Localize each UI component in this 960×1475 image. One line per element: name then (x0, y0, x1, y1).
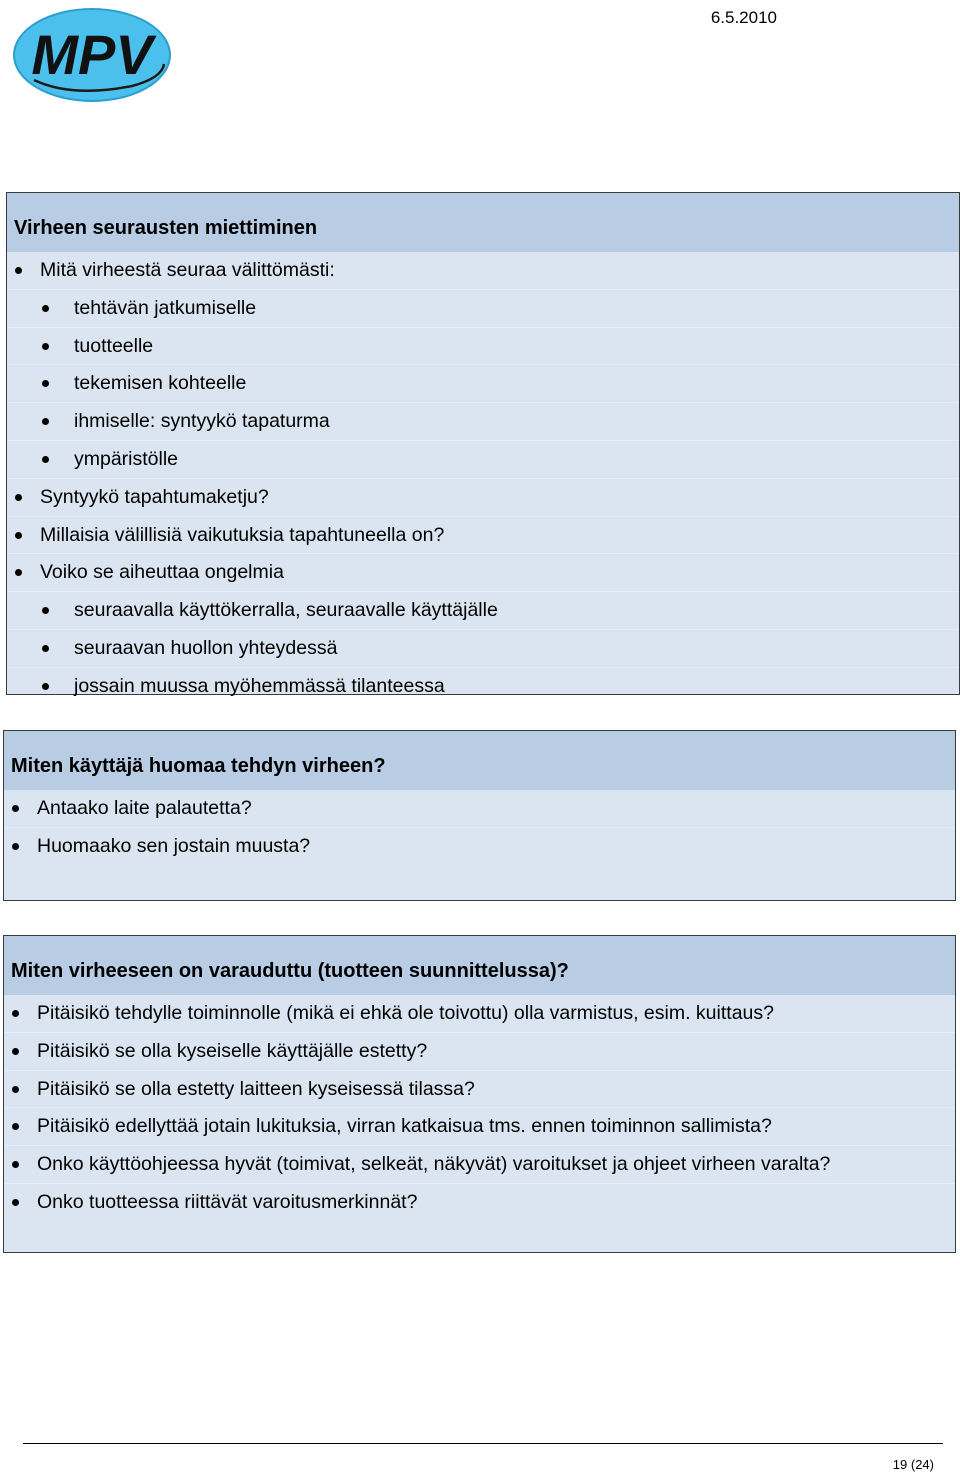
list-item (7, 667, 959, 705)
list-item-text: Onko käyttöohjeessa hyvät (toimivat, selkeät, näkyvät) varoitukset ja ohjeet virheen varalta? (37, 1153, 831, 1176)
bullet-icon (12, 1123, 19, 1130)
list-item (7, 327, 959, 365)
list-item (4, 1032, 955, 1070)
list-item (4, 1107, 955, 1145)
bullet-icon (15, 532, 22, 539)
list-item (4, 1183, 955, 1221)
list-item (4, 1070, 955, 1108)
list-item-text: seuraavan huollon yhteydessä (74, 636, 338, 659)
list-item-text: Pitäisikö tehdylle toiminnolle (mikä ei ehkä ole toivottu) olla varmistus, esim. kuittaus? (37, 1002, 774, 1024)
list-item (7, 402, 959, 440)
bullet-icon (42, 343, 49, 350)
section-title: Miten käyttäjä huomaa tehdyn virheen? (4, 731, 955, 790)
bullet-icon (12, 1010, 19, 1017)
list-item-text: seuraavalla käyttökerralla, seuraavalle käyttäjälle (74, 599, 498, 622)
list-item-text: Antaako laite palautetta? (37, 797, 252, 819)
bullet-icon (12, 1161, 19, 1168)
bullet-icon (12, 843, 19, 850)
list-item-text: Pitäisikö edellyttää jotain lukituksia, virran katkaisua tms. ennen toiminnon sallimista? (37, 1115, 772, 1138)
section-error-prevention (3, 935, 956, 1253)
list-item-text: Syntyykö tapahtumaketju? (40, 485, 269, 508)
list-item-text: ympäristölle (74, 447, 179, 470)
document-date: 6.5.2010 (710, 8, 777, 27)
section-title: Virheen seurausten miettiminen (7, 193, 959, 252)
bullet-icon (15, 267, 22, 274)
list-item-text: jossain muussa myöhemmässä tilanteessa (74, 674, 445, 697)
list-item (7, 629, 959, 667)
section-error-consequences (6, 192, 960, 695)
list-item-text: tekemisen kohteelle (74, 372, 247, 395)
list-item (7, 591, 959, 629)
list-item (7, 478, 959, 516)
section-list (7, 252, 959, 705)
list-item-text: Mitä virheestä seuraa välittömästi: (40, 259, 335, 281)
bullet-icon (15, 494, 22, 501)
list-item (7, 553, 959, 591)
list-item-text: Millaisia välillisiä vaikutuksia tapahtuneella on? (40, 523, 445, 546)
list-item-text: Pitäisikö se olla kyseiselle käyttäjälle estetty? (37, 1039, 428, 1062)
list-item (7, 364, 959, 402)
page-number: 19 (24) (892, 1457, 934, 1472)
bullet-icon (42, 645, 49, 652)
bullet-icon (42, 305, 49, 312)
list-item (4, 790, 955, 827)
list-item (4, 995, 955, 1032)
list-item (7, 440, 959, 478)
bullet-icon (15, 569, 22, 576)
list-item-text: Pitäisikö se olla estetty laitteen kyseisessä tilassa? (37, 1077, 475, 1100)
bullet-icon (12, 805, 19, 812)
section-list (4, 790, 955, 865)
bullet-icon (12, 1086, 19, 1093)
footer-divider (23, 1443, 943, 1444)
list-item-text: tuotteelle (74, 334, 154, 357)
list-item (4, 1145, 955, 1183)
bullet-icon (12, 1199, 19, 1206)
section-title: Miten virheeseen on varauduttu (tuotteen suunnittelussa)? (4, 936, 955, 995)
bullet-icon (42, 683, 49, 690)
bullet-icon (42, 456, 49, 463)
bullet-icon (42, 607, 49, 614)
section-list (4, 995, 955, 1221)
list-item (7, 516, 959, 554)
list-item-text: Huomaako sen jostain muusta? (37, 834, 311, 857)
list-item (7, 252, 959, 289)
list-item-text: ihmiselle: syntyykö tapaturma (74, 410, 330, 433)
list-item-text: tehtävän jatkumiselle (74, 296, 257, 319)
list-item (4, 827, 955, 865)
bullet-icon (42, 380, 49, 387)
section-error-noticing (3, 730, 956, 901)
bullet-icon (12, 1048, 19, 1055)
list-item-text: Voiko se aiheuttaa ongelmia (40, 561, 284, 584)
list-item (7, 289, 959, 327)
mpv-logo (12, 6, 172, 104)
bullet-icon (42, 418, 49, 425)
logo-text: MPV (31, 23, 153, 86)
list-item-text: Onko tuotteessa riittävät varoitusmerkinnät? (37, 1190, 418, 1213)
